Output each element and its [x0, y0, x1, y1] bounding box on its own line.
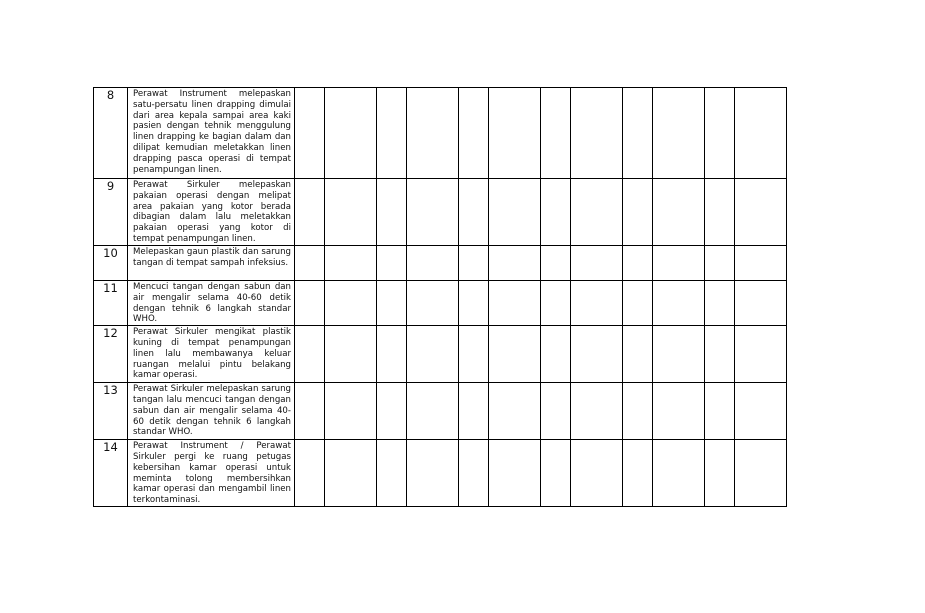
check-cell[interactable] [623, 281, 653, 326]
check-cell[interactable] [735, 179, 787, 246]
check-cell[interactable] [571, 281, 623, 326]
step-description: Perawat Sirkuler melepaskan sarung tangan lalu mencuci tangan dengan sabun dan air mengalir selama 40-60 detik dengan tehnik 6 langkah standar WHO. [128, 383, 295, 440]
step-description: Perawat Sirkuler mengikat plastik kuning di tempat penampungan linen lalu membawanya keluar ruangan melalui pintu belakang kamar operasi. [128, 326, 295, 383]
check-cell[interactable] [489, 246, 541, 281]
check-cell[interactable] [295, 281, 325, 326]
check-cell[interactable] [295, 179, 325, 246]
table-row [94, 326, 787, 383]
checklist-table [93, 87, 787, 507]
check-cell[interactable] [295, 88, 325, 179]
check-cell[interactable] [407, 246, 459, 281]
table-row [94, 281, 787, 326]
check-cell[interactable] [623, 383, 653, 440]
table-row [94, 246, 787, 281]
check-cell[interactable] [571, 88, 623, 179]
check-cell[interactable] [735, 326, 787, 383]
check-cell[interactable] [653, 246, 705, 281]
check-cell[interactable] [735, 246, 787, 281]
check-cell[interactable] [459, 88, 489, 179]
check-cell[interactable] [377, 440, 407, 507]
check-cell[interactable] [295, 246, 325, 281]
row-number: 9 [94, 179, 128, 246]
check-cell[interactable] [653, 440, 705, 507]
check-cell[interactable] [705, 440, 735, 507]
check-cell[interactable] [653, 179, 705, 246]
check-cell[interactable] [541, 179, 571, 246]
table-row [94, 383, 787, 440]
check-cell[interactable] [407, 179, 459, 246]
check-cell[interactable] [325, 326, 377, 383]
check-cell[interactable] [459, 246, 489, 281]
table-row [94, 179, 787, 246]
check-cell[interactable] [735, 383, 787, 440]
step-description: Perawat Instrument / Perawat Sirkuler pergi ke ruang petugas kebersihan kamar operasi untuk meminta tolong membersihkan kamar operasi dan mengambil linen terkontaminasi. [128, 440, 295, 507]
row-number: 11 [94, 281, 128, 326]
check-cell[interactable] [407, 440, 459, 507]
check-cell[interactable] [325, 281, 377, 326]
check-cell[interactable] [489, 326, 541, 383]
check-cell[interactable] [407, 326, 459, 383]
check-cell[interactable] [377, 246, 407, 281]
check-cell[interactable] [705, 383, 735, 440]
check-cell[interactable] [705, 88, 735, 179]
check-cell[interactable] [705, 326, 735, 383]
check-cell[interactable] [571, 326, 623, 383]
check-cell[interactable] [705, 179, 735, 246]
check-cell[interactable] [459, 326, 489, 383]
check-cell[interactable] [541, 383, 571, 440]
check-cell[interactable] [735, 88, 787, 179]
row-number: 13 [94, 383, 128, 440]
step-description: Melepaskan gaun plastik dan sarung tangan di tempat sampah infeksius. [128, 246, 295, 281]
check-cell[interactable] [295, 326, 325, 383]
check-cell[interactable] [459, 179, 489, 246]
row-number: 12 [94, 326, 128, 383]
check-cell[interactable] [377, 383, 407, 440]
check-cell[interactable] [735, 281, 787, 326]
check-cell[interactable] [489, 281, 541, 326]
table-row [94, 440, 787, 507]
check-cell[interactable] [377, 88, 407, 179]
check-cell[interactable] [653, 383, 705, 440]
check-cell[interactable] [489, 179, 541, 246]
step-description: Perawat Sirkuler melepaskan pakaian operasi dengan melipat area pakaian yang kotor berada dibagian dalam lalu meletakkan pakaian operasi yang kotor di tempat penampungan linen. [128, 179, 295, 246]
check-cell[interactable] [623, 88, 653, 179]
check-cell[interactable] [489, 88, 541, 179]
check-cell[interactable] [735, 440, 787, 507]
check-cell[interactable] [295, 440, 325, 507]
check-cell[interactable] [325, 88, 377, 179]
check-cell[interactable] [541, 440, 571, 507]
check-cell[interactable] [653, 88, 705, 179]
check-cell[interactable] [653, 326, 705, 383]
check-cell[interactable] [623, 440, 653, 507]
check-cell[interactable] [325, 383, 377, 440]
check-cell[interactable] [571, 179, 623, 246]
row-number: 8 [94, 88, 128, 179]
check-cell[interactable] [407, 383, 459, 440]
check-cell[interactable] [705, 246, 735, 281]
check-cell[interactable] [653, 281, 705, 326]
check-cell[interactable] [325, 440, 377, 507]
check-cell[interactable] [489, 440, 541, 507]
check-cell[interactable] [571, 383, 623, 440]
check-cell[interactable] [541, 88, 571, 179]
check-cell[interactable] [541, 246, 571, 281]
check-cell[interactable] [705, 281, 735, 326]
check-cell[interactable] [459, 440, 489, 507]
check-cell[interactable] [571, 246, 623, 281]
check-cell[interactable] [623, 179, 653, 246]
check-cell[interactable] [325, 246, 377, 281]
check-cell[interactable] [571, 440, 623, 507]
step-description: Mencuci tangan dengan sabun dan air mengalir selama 40-60 detik dengan tehnik 6 langkah standar WHO. [128, 281, 295, 326]
row-number: 10 [94, 246, 128, 281]
check-cell[interactable] [541, 281, 571, 326]
table-row [94, 88, 787, 179]
check-cell[interactable] [295, 383, 325, 440]
check-cell[interactable] [377, 179, 407, 246]
check-cell[interactable] [377, 281, 407, 326]
check-cell[interactable] [377, 326, 407, 383]
check-cell[interactable] [459, 281, 489, 326]
check-cell[interactable] [623, 246, 653, 281]
check-cell[interactable] [459, 383, 489, 440]
check-cell[interactable] [325, 179, 377, 246]
step-description: Perawat Instrument melepaskan satu-persatu linen drapping dimulai dari area kepala sampai area kaki pasien dengan tehnik menggulung linen drapping ke bagian dalam dan dilipat kemudian meletakkan linen drapping pasca operasi di tempat penampungan linen. [128, 88, 295, 179]
row-number: 14 [94, 440, 128, 507]
check-cell[interactable] [541, 326, 571, 383]
check-cell[interactable] [623, 326, 653, 383]
check-cell[interactable] [407, 88, 459, 179]
check-cell[interactable] [489, 383, 541, 440]
check-cell[interactable] [407, 281, 459, 326]
